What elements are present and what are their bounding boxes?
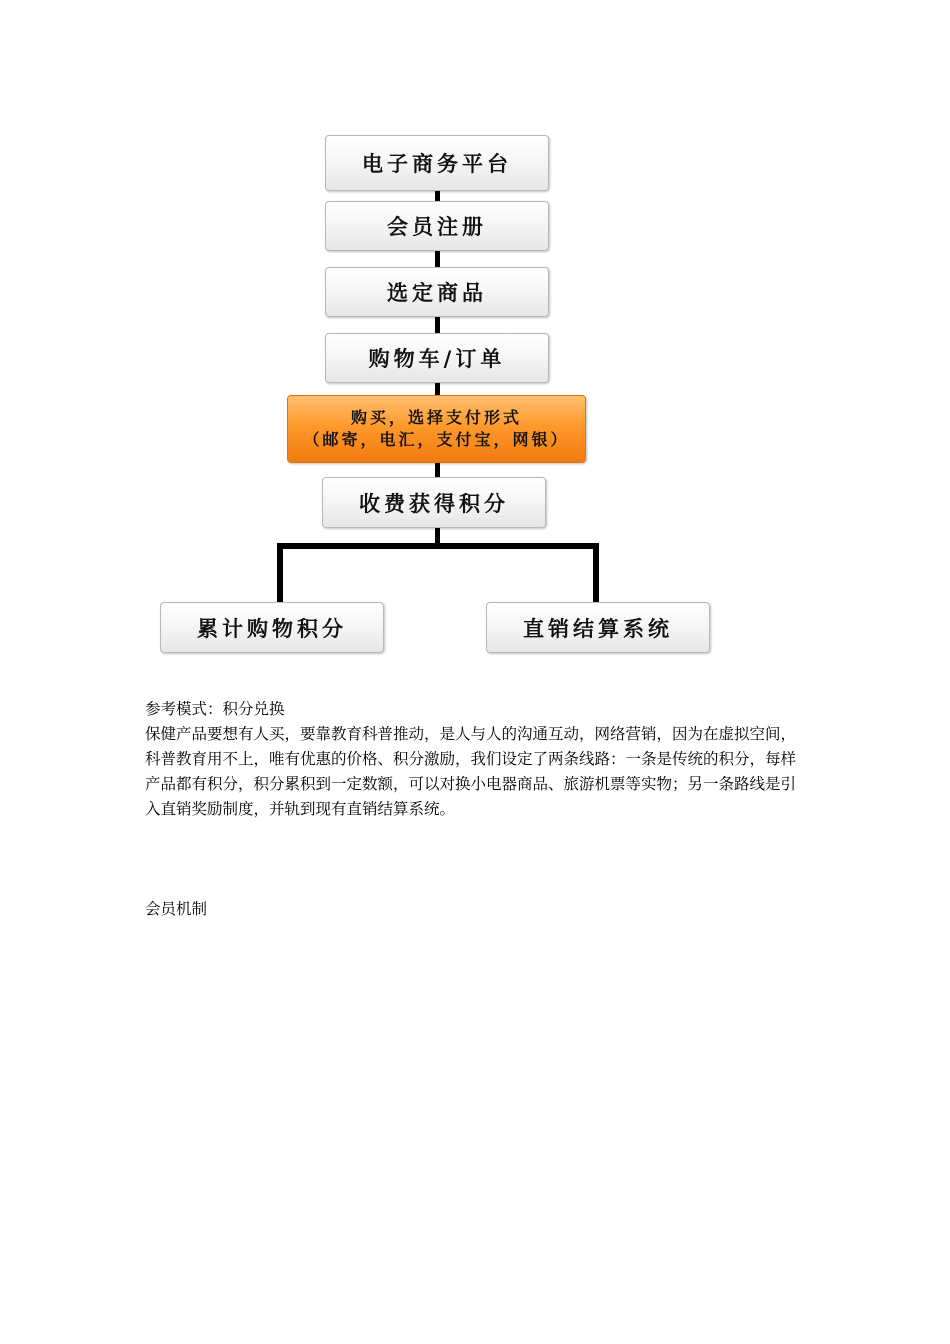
flow-node-select: 选定商品 bbox=[325, 267, 549, 317]
flow-node-register: 会员注册 bbox=[325, 201, 549, 251]
body-text bbox=[145, 697, 810, 822]
member-heading: 会员机制 bbox=[145, 900, 208, 918]
flow-node-platform: 电子商务平台 bbox=[325, 135, 549, 191]
flow-node-points: 收费获得积分 bbox=[322, 477, 546, 528]
flow-connector-right-branch bbox=[593, 543, 599, 603]
flow-connector-horizontal bbox=[277, 543, 599, 549]
flow-node-cart: 购物车/订单 bbox=[325, 333, 549, 383]
flow-node-purchase bbox=[287, 395, 586, 463]
flow-connector-left-branch bbox=[277, 543, 283, 603]
description-paragraph: 保健产品要想有人买，要靠教育科普推动，是人与人的沟通互动，网络营销，因为在虚拟空间，科普教育用不上，唯有优惠的价格、积分激励，我们设定了两条线路：一条是传统的积分，每样产品都有积分，积分累积到一定数额，可以对换小电器商品、旅游机票等实物；另一条路线是引入直销奖励制度，并轨到现有直销结算系统。 bbox=[145, 725, 797, 818]
flow-node-direct-sales: 直销结算系统 bbox=[486, 602, 710, 653]
mode-label: 参考模式：积分兑换 bbox=[145, 700, 285, 718]
flow-node-purchase-line1: 购买，选择支付形式 bbox=[350, 408, 522, 427]
flow-node-accumulate: 累计购物积分 bbox=[160, 602, 384, 653]
member-section bbox=[145, 897, 810, 922]
flow-node-purchase-line2: （邮寄，电汇，支付宝，网银） bbox=[303, 430, 570, 449]
